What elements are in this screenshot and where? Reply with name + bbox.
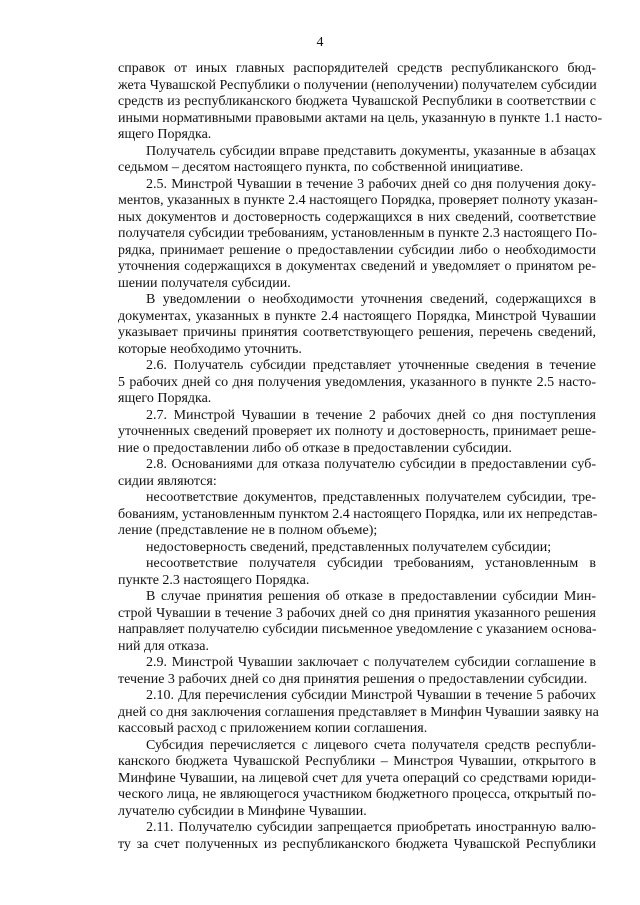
text-line: ческого лица, не являющегося участником бюджетного процесса, открытый по- [118,787,596,802]
text-line: течение 3 рабочих дней со дня принятия решения о предоставлении субсидии. [118,671,588,687]
text-line: жета Чувашской Республики о получении (неполучении) получателем субсидии [118,77,597,93]
text-line: 2.5. Минстрой Чувашии в течение 3 рабочих дней со дня получения доку- [146,176,596,192]
text-line: документах, указанных в пункте 2.4 настоящего Порядка, Минстрой Чувашии [118,308,596,324]
text-line: указывает причины принятия соответствующего решения, перечень сведений, [118,325,596,340]
text-line: 2.7. Минстрой Чувашии в течение 2 рабочих дней со дня поступления [146,407,596,423]
text-line: кассовый расход с приложением копии соглашения. [118,721,428,736]
text-line: ление (представление не в полном объеме); [118,523,378,538]
body-text [118,61,603,853]
text-line: которые необходимо уточнить. [118,341,302,357]
text-line: 2.8. Основаниями для отказа получателю субсидии в предоставлении суб- [146,457,596,472]
text-line: справок от иных главных распорядителей средств республиканского бюд- [118,61,596,76]
text-line: Минфине Чувашии, на лицевой счет для учета операций со средствами юриди- [118,770,596,786]
text-line: средств из республиканского бюджета Чувашской Республики в соответствии с [118,94,596,109]
text-line: ящего Порядка. [118,127,212,142]
text-line: несоответствие получателя субсидии требованиям, установленным в [146,556,596,571]
text-line: ящего Порядка. [118,391,212,406]
text-line: пункте 2.3 настоящего Порядка. [118,572,310,588]
text-line: лучателю субсидии в Минфине Чувашии. [118,803,367,819]
text-line: ментов, указанных в пункте 2.4 настоящего Порядка, проверяет полноту указан- [118,193,598,208]
text-line: дней со дня заключения соглашения представляет в Минфин Чувашии заявку на [118,704,599,720]
text-line: В уведомлении о необходимости уточнения сведений, содержащихся в [146,292,596,307]
text-line: ние о предоставлении либо об отказе в предоставлении субсидии. [118,440,512,456]
text-line: получателя субсидии требованиям, установленным в пункте 2.3 настоящего По- [118,226,598,241]
text-line: В случае принятия решения об отказе в предоставлении субсидии Мин- [146,589,596,604]
text-line: рядка, принимает решение о предоставлении субсидии либо о необходимости [118,242,596,258]
text-line: иными нормативными правовыми актами на цель, указанную в пункте 1.1 насто- [118,110,603,126]
text-line: уточнения содержащихся в документах сведений и уведомляет о принятом ре- [118,259,596,274]
text-line: бованиям, установленным пунктом 2.4 настоящего Порядка, или их непредстав- [118,506,598,522]
text-line: седьмом – десятом настоящего пункта, по собственной инициативе. [118,160,524,175]
text-line: Получатель субсидии вправе представить документы, указанные в абзацах [146,143,596,159]
text-line: несоответствие документов, представленных получателем субсидии, тре- [146,490,596,505]
text-line: сидии являются: [118,473,217,489]
text-line: шении получателя субсидии. [118,275,291,291]
text-line: уточненных сведений проверяет их полноту и достоверность, принимает реше- [118,424,596,439]
text-line: 2.9. Минстрой Чувашии заключает с получателем субсидии соглашение в [146,655,596,670]
text-line: ных документов и достоверность содержащихся в них сведений, соответствие [118,209,596,225]
text-line: 2.10. Для перечисления субсидии Минстрой Чувашии в течение 5 рабочих [146,688,596,703]
text-line: недостоверность сведений, представленных получателем субсидии; [146,539,552,555]
text-line: 5 рабочих дней со дня получения уведомления, указанного в пункте 2.5 насто- [118,374,596,390]
text-line: направляет получателю субсидии письменное уведомление с указанием основа- [118,622,597,637]
text-line: канского бюджета Чувашской Республики – Минстроя Чувашии, открытого в [118,754,596,769]
text-line: ний для отказа. [118,638,210,654]
text-line: строй Чувашии в течение 3 рабочих дней со дня принятия указанного решения [118,605,596,621]
text-line: 2.6. Получатель субсидии представляет уточненные сведения в течение [146,358,596,373]
text-line: ту за счет полученных из республиканского бюджета Чувашской Республики [118,836,596,852]
page-number: 4 [316,35,324,50]
text-line: Субсидия перечисляется с лицевого счета получателя средств республи- [146,737,596,753]
text-line: 2.11. Получателю субсидии запрещается приобретать иностранную валю- [146,820,596,835]
